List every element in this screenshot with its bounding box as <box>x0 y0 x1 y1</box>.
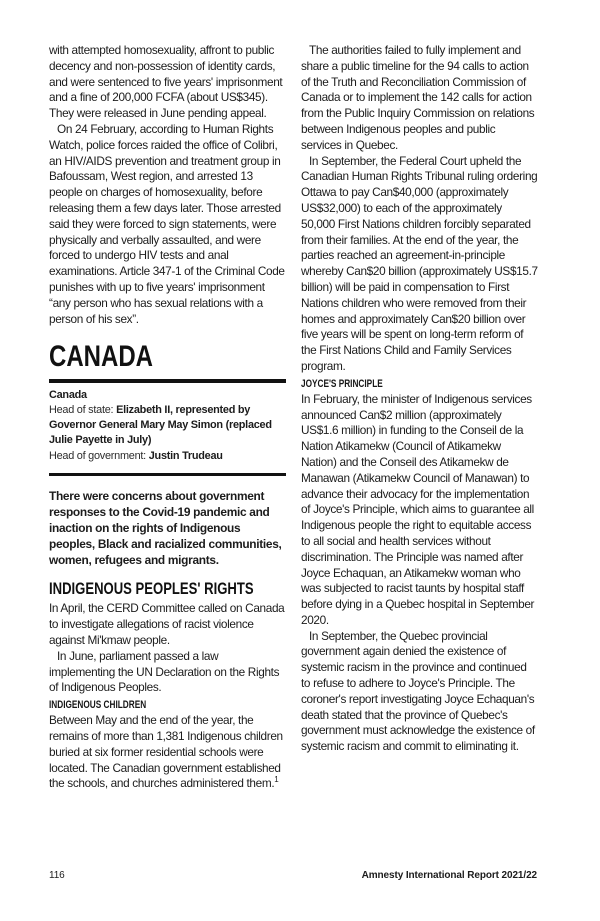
subsection-heading-indigenous-children: INDIGENOUS CHILDREN <box>49 699 147 712</box>
page-footer <box>49 870 537 881</box>
paragraph: In February, the minister of Indigenous services announced Can$2 million (approximately US$1.6 million) in funding to the Conseil de la Nation Atikamekw (Council of Atikamekw Nation) and the Conseil des Atikamekw de Manawan (Atikamekw Council of Manawan) to advance their advocacy for the implementation of Joyce's Principle, which aims to guarantee all Indigenous people the right to equitable access to all social and health services without discrimination. The Principle was named after Joyce Echaquan, an Atikamekw woman who was subjected to racist taunts by hospital staff before dying in a Quebec hospital in September 2020. <box>301 391 535 627</box>
head-of-state-value: Elizabeth II, represented by Governor General Mary May Simon (replaced Julie Payette in July) <box>49 404 272 447</box>
paragraph: In April, the CERD Committee called on Canada to investigate allegations of racist violence against Mi'kmaw people. <box>49 601 285 647</box>
left-column <box>49 43 286 861</box>
head-of-government-value: Justin Trudeau <box>148 449 223 462</box>
footnote-reference: 1 <box>274 775 279 785</box>
page-number: 116 <box>49 870 65 881</box>
paragraph: In September, the Federal Court upheld the Canadian Human Rights Tribunal ruling ordering Ottawa to pay Can$40,000 (approximately US$32,000) to each of the approximately 50,000 First Nations children forcibly separated from their families. At the end of the year, the parties reached an agreement-in-principle whereby Can$20 billion (approximately US$15.7 billion) will be paid in compensation to First Nations children who were removed from their homes and approximately Can$20 billion over five years will be spent on long-term reform of the First Nations Child and Family Services program. <box>301 153 538 373</box>
country-summary: There were concerns about government responses to the Covid-19 pandemic and inaction on the rights of Indigenous peoples, Black and racialized communities, women, refugees and migrants. <box>49 489 282 567</box>
head-of-state-line <box>49 403 286 449</box>
subsection-heading-joyces-principle: JOYCE'S PRINCIPLE <box>301 377 383 390</box>
head-of-government-line <box>49 449 286 464</box>
paragraph: In September, the Quebec provincial government again denied the existence of systemic racism in the province and continued to refuse to adhere to Joyce's Principle. The coroner's report investigating Joyce Echaquan's death stated that the province of Quebec's government must acknowledge the existence of systemic racism and commit to eliminating it. <box>301 628 535 754</box>
head-of-state-label: Head of state: <box>49 404 117 417</box>
paragraph-previous-country: with attempted homosexuality, affront to public decency and non-possession of identity cards, and were sentenced to five years' imprisonment and a fine of 200,000 FCFA (about US$345). They were released in June pending appeal. <box>49 43 283 121</box>
section-heading-indigenous-rights: INDIGENOUS PEOPLES' RIGHTS <box>49 579 254 599</box>
paragraph: The authorities failed to fully implement and share a public timeline for the 94 calls to action of the Truth and Reconciliation Commission of Canada or to implement the 142 calls for action from the Public Inquiry Commission on relations between Indigenous peoples and public services in Quebec. <box>301 43 535 152</box>
paragraph-previous-country: On 24 February, according to Human Rights Watch, police forces raided the office of Colibri, an HIV/AIDS prevention and treatment group in Bafoussam, West region, and arrested 13 people on charges of homosexuality, before releasing them a few days later. Those arrested said they were forced to sign statements, were physically and verbally assaulted, and were forced to undergo HIV tests and anal examinations. Article 347-1 of the Criminal Code punishes with up to five years' imprisonment “any person who has sexual relations with a person of his sex”. <box>49 121 285 326</box>
report-title: Amnesty International Report 2021/22 <box>361 870 537 881</box>
right-column <box>301 43 538 861</box>
country-info-block <box>49 383 286 473</box>
paragraph: In June, parliament passed a law implementing the UN Declaration on the Rights of Indigenous Peoples. <box>49 648 280 695</box>
paragraph-text: Between May and the end of the year, the remains of more than 1,381 Indigenous children buried at six former residential schools were located. The Canadian government established the schools, and churches administered them. <box>49 713 283 791</box>
country-title: CANADA <box>49 340 153 374</box>
head-of-government-label: Head of government: <box>49 449 149 462</box>
divider-rule-bottom <box>49 473 286 477</box>
paragraph <box>49 713 286 792</box>
country-name: Canada <box>49 388 87 401</box>
